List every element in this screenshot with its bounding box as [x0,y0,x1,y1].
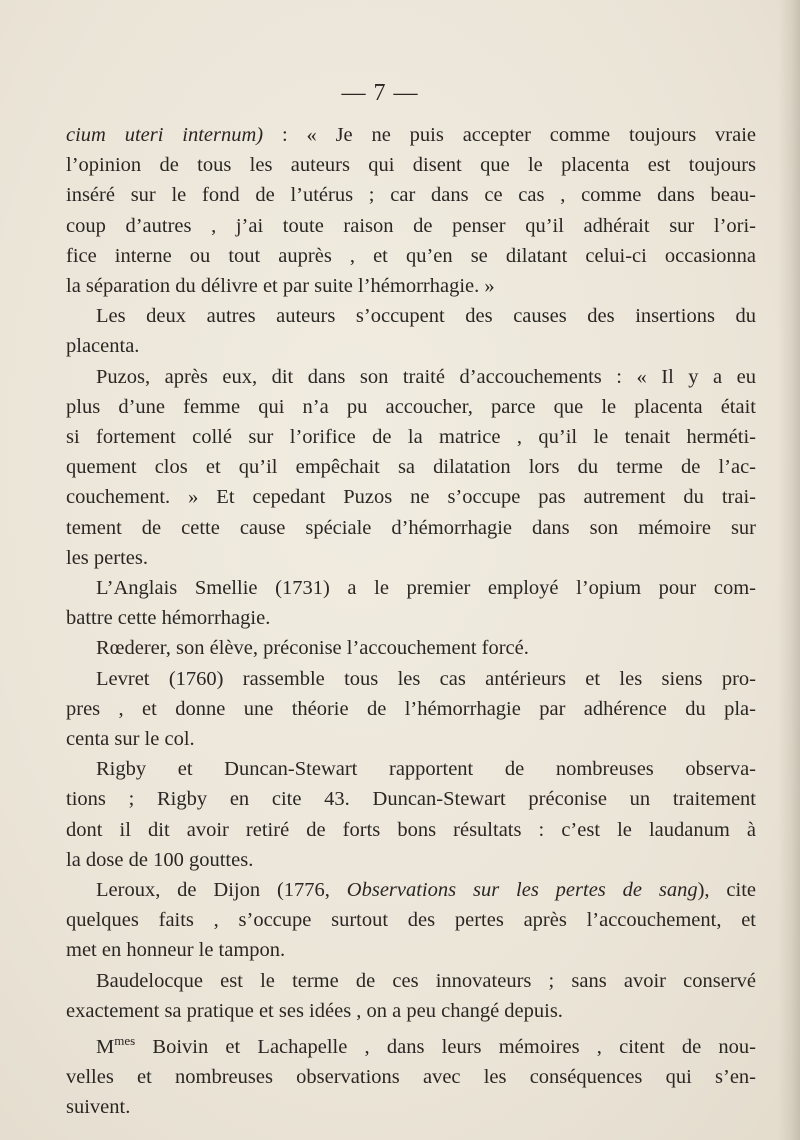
page-edge-shadow [778,0,800,1140]
page-number: — 7 — [341,80,419,106]
text-segment: Les deux autres auteurs s’occupent des causes des insertions du [96,305,756,328]
text-line [66,452,756,482]
text-line [66,845,756,875]
text-line [66,150,756,180]
text-line [66,543,756,573]
text-line [66,392,756,422]
text-line [66,271,756,301]
text-segment: la séparation du délivre et par suite l’hémorrhagie. » [66,275,495,298]
text-line [66,815,756,845]
text-segment: Baudelocque est le terme de ces innovateurs ; sans avoir conservé [96,969,756,992]
text-line [66,211,756,241]
text-segment: velles et nombreuses observations avec les conséquences qui s’en- [66,1066,756,1089]
text-segment: coup d’autres , j’ai toute raison de penser qu’il adhérait sur l’ori- [66,214,756,237]
text-segment: placenta. [66,335,140,358]
text-line [66,935,756,965]
text-line [66,241,756,271]
text-line [66,633,756,663]
italic-text: Observations sur les pertes de sang [346,879,698,902]
text-line [66,996,756,1026]
text-segment: plus d’une femme qui n’a pu accoucher, parce que le placenta était [66,395,756,418]
superscript-text: mes [114,1033,136,1049]
text-line [66,905,756,935]
text-line [66,331,756,361]
text-line [66,120,756,150]
text-line [66,1062,756,1092]
text-line [66,513,756,543]
text-line [66,875,756,905]
text-segment: Levret (1760) rassemble tous les cas antérieurs et les siens pro- [96,667,756,690]
text-line [66,1026,756,1062]
text-segment: Leroux, de Dijon (1776, [96,879,347,902]
text-segment: si fortement collé sur l’orifice de la matrice , qu’il le tenait herméti- [66,426,756,449]
text-segment: Rigby et Duncan-Stewart rapportent de nombreuses observa- [96,758,756,781]
text-line [66,482,756,512]
text-segment: battre cette hémorrhagie. [66,607,271,630]
text-line [66,573,756,603]
text-segment: couchement. » Et cepedant Puzos ne s’occupe pas autrement du trai- [66,486,756,509]
text-segment: inséré sur le fond de l’utérus ; car dans ce cas , comme dans beau- [66,184,756,207]
text-segment: exactement sa pratique et ses idées , on a peu changé depuis. [66,999,563,1022]
text-line [66,754,756,784]
text-line [66,301,756,331]
text-segment: tions ; Rigby en cite 43. Duncan-Stewart préconise un traitement [66,788,756,811]
body-text [66,120,756,1123]
italic-text: cium uteri internum) [66,124,264,146]
text-segment: tement de cette cause spéciale d’hémorrhagie dans son mémoire sur [66,516,756,539]
text-line [66,966,756,996]
text-segment: met en honneur le tampon. [66,939,286,962]
text-segment: Boivin et Lachapelle , dans leurs mémoires , citent de nou- [135,1035,756,1058]
text-segment: Puzos, après eux, dit dans son traité d’accouchements : « Il y a eu [96,365,756,388]
text-segment: l’opinion de tous les auteurs qui disent que le placenta est toujours [66,154,756,177]
text-segment: les pertes. [66,546,148,569]
text-segment: M [96,1035,115,1058]
text-segment: Rœderer, son élève, préconise l’accouchement forcé. [96,637,529,660]
text-segment: : « Je ne puis accepter comme toujours vraie [263,124,756,146]
text-segment: la dose de 100 gouttes. [66,848,254,871]
text-segment: suivent. [66,1096,131,1119]
text-line [66,362,756,392]
text-segment: fice interne ou tout auprès , et qu’en se dilatant celui-ci occasionna [66,244,756,267]
text-line [66,694,756,724]
text-segment: dont il dit avoir retiré de forts bons résultats : c’est le laudanum à [66,818,756,841]
text-line [66,603,756,633]
text-line [66,784,756,814]
text-segment: L’Anglais Smellie (1731) a le premier employé l’opium pour com- [96,577,756,600]
text-line [66,180,756,210]
text-line [66,422,756,452]
text-segment: ), cite [697,879,756,902]
text-segment: pres , et donne une théorie de l’hémorrhagie par adhérence du pla- [66,697,756,720]
text-line [66,664,756,694]
text-line [66,724,756,754]
text-line [66,1092,756,1122]
text-segment: quement clos et qu’il empêchait sa dilatation lors du terme de l’ac- [66,456,756,479]
text-segment: centa sur le col. [66,728,195,751]
text-segment: quelques faits , s’occupe surtout des pertes après l’accouchement, et [66,909,756,932]
